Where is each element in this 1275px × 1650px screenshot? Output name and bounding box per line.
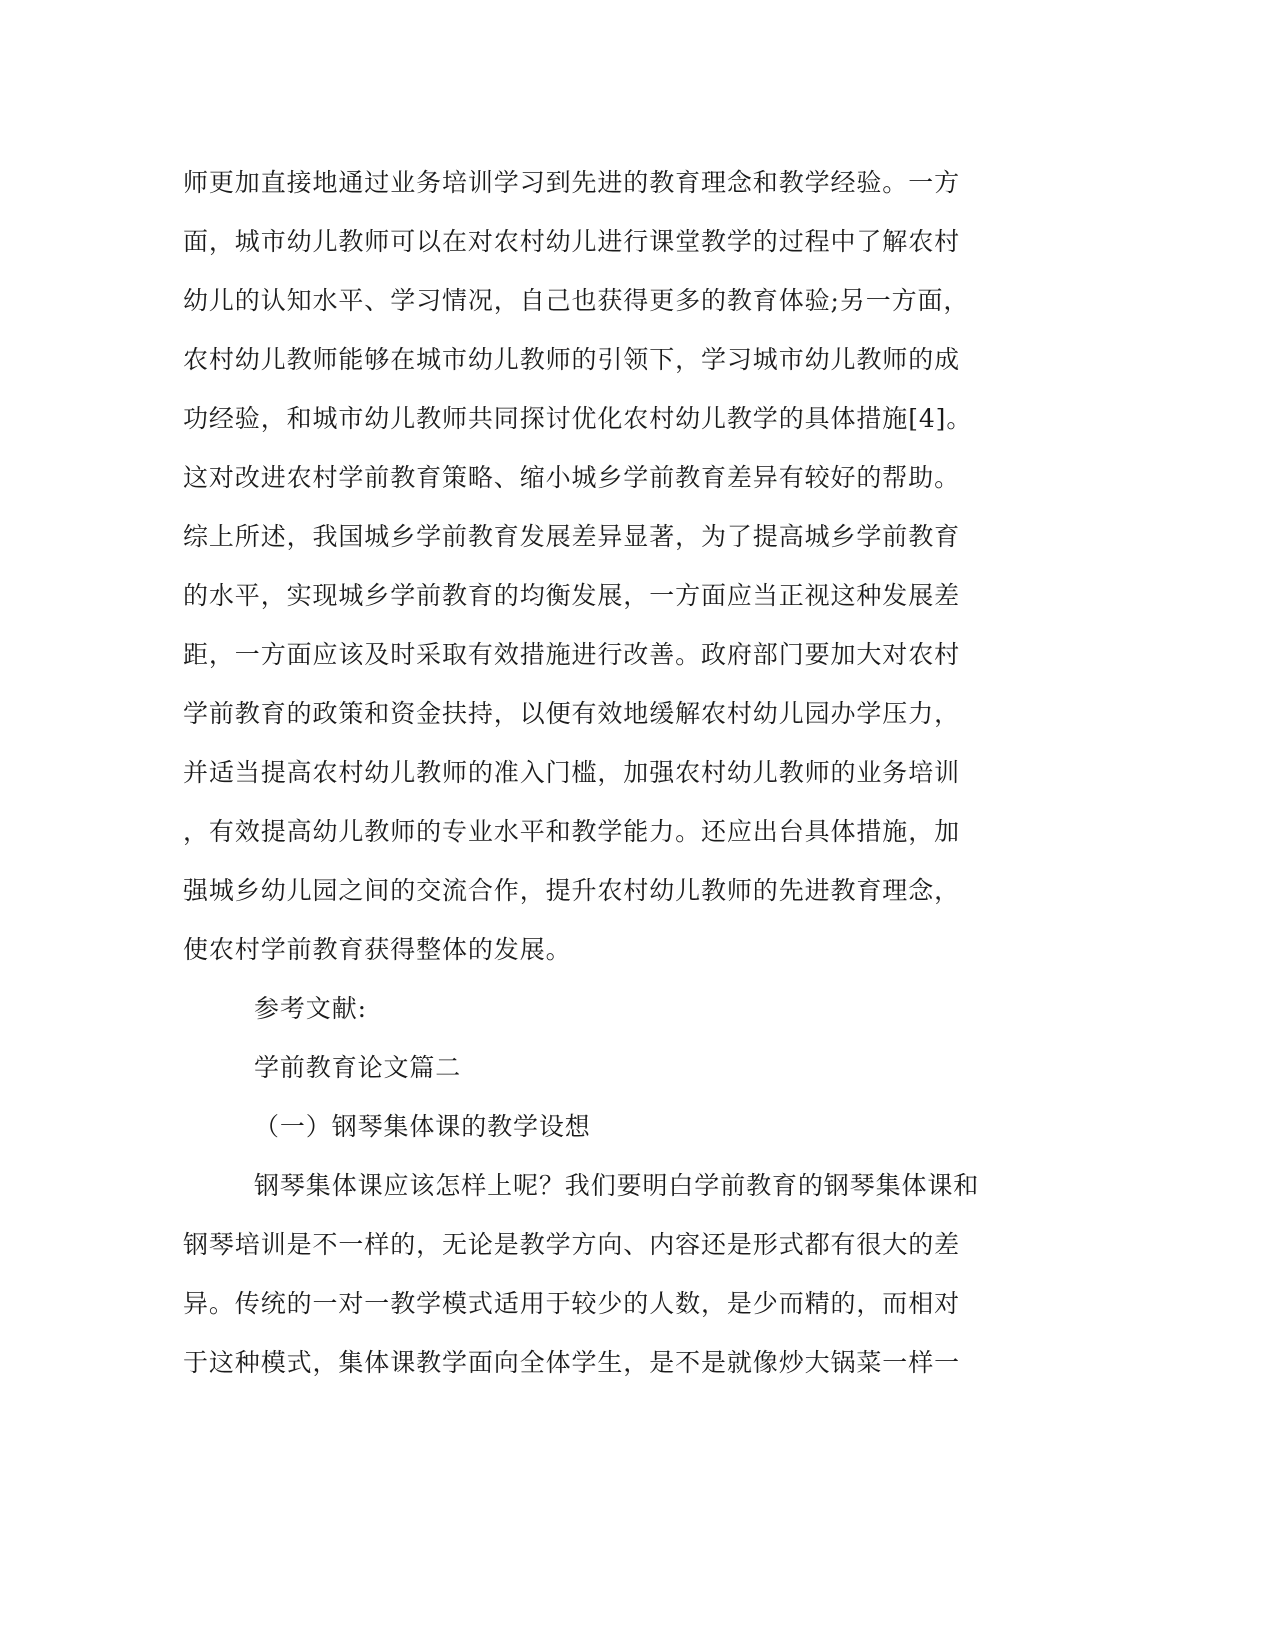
body-line: 功经验，和城市幼儿教师共同探讨优化农村幼儿教学的具体措施[4]。	[183, 404, 973, 433]
paragraph-line: 于这种模式，集体课教学面向全体学生，是不是就像炒大锅菜一样一	[183, 1348, 961, 1377]
body-line: 的水平，实现城乡学前教育的均衡发展，一方面应当正视这种发展差	[183, 581, 961, 610]
body-line: 这对改进农村学前教育策略、缩小城乡学前教育差异有较好的帮助。	[183, 463, 961, 492]
body-line: 面，城市幼儿教师可以在对农村幼儿进行课堂教学的过程中了解农村	[183, 227, 961, 256]
section-heading: （一）钢琴集体课的教学设想	[254, 1112, 591, 1141]
body-line: 师更加直接地通过业务培训学习到先进的教育理念和教学经验。一方	[183, 168, 961, 197]
paragraph-line: 钢琴集体课应该怎样上呢？我们要明白学前教育的钢琴集体课和	[254, 1171, 980, 1200]
body-line: 强城乡幼儿园之间的交流合作，提升农村幼儿教师的先进教育理念，	[183, 876, 961, 905]
paragraph-line: 钢琴培训是不一样的，无论是教学方向、内容还是形式都有很大的差	[183, 1230, 961, 1259]
body-line: 使农村学前教育获得整体的发展。	[183, 935, 572, 964]
body-line: 学前教育的政策和资金扶持，以便有效地缓解农村幼儿园办学压力，	[183, 699, 961, 728]
references-heading: 参考文献:	[254, 994, 367, 1023]
article-title: 学前教育论文篇二	[254, 1053, 462, 1082]
body-line: 农村幼儿教师能够在城市幼儿教师的引领下，学习城市幼儿教师的成	[183, 345, 961, 374]
body-line: 幼儿的认知水平、学习情况，自己也获得更多的教育体验;另一方面，	[183, 286, 970, 315]
body-line: 距，一方面应该及时采取有效措施进行改善。政府部门要加大对农村	[183, 640, 961, 669]
body-line: 并适当提高农村幼儿教师的准入门槛，加强农村幼儿教师的业务培训	[183, 758, 961, 787]
body-line: ，有效提高幼儿教师的专业水平和教学能力。还应出台具体措施，加	[183, 817, 961, 846]
paragraph-line: 异。传统的一对一教学模式适用于较少的人数，是少而精的，而相对	[183, 1289, 961, 1318]
body-line: 综上所述，我国城乡学前教育发展差异显著，为了提高城乡学前教育	[183, 522, 961, 551]
